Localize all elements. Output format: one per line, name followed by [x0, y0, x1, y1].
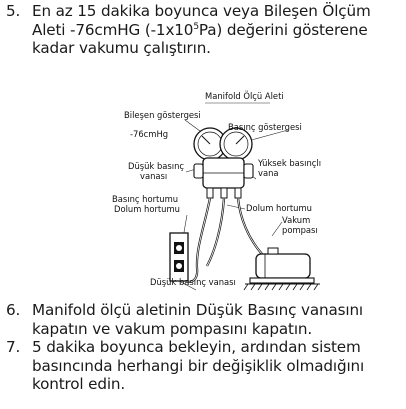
low-pressure-valve-label: Düşük basınç: [128, 161, 184, 171]
step-5: [6, 2, 402, 58]
pressure-gauge-label: Basınç göstergesi: [228, 122, 302, 132]
step-text-part: Pa) değerini gösterene kadar vakumu çalıştırın.: [32, 20, 368, 57]
vacuum-pump-label: Vakum: [282, 215, 311, 225]
step-text: 5 dakika boyunca bekleyin, ardından sistem basıncında herhangi bir değişiklik olmadığını kontrol edin.: [32, 338, 365, 393]
superscript-exponent: 5: [193, 21, 199, 32]
pressure-hose-label: Basınç hortumu: [112, 194, 179, 204]
vacuum-pump-label-2: pompası: [282, 225, 318, 235]
step-text-part: En az 15 dakika boyunca veya Bileşen Ölçüm Aleti -76cmHG (-1x10: [32, 2, 371, 39]
step-number: 7.: [6, 338, 21, 356]
step-number: 5.: [6, 2, 21, 20]
manifold-gauge-title: Manifold Ölçü Aleti: [205, 91, 284, 101]
high-pressure-valve-label-2: vana: [258, 168, 279, 178]
low-pressure-valve-bottom-label: Düşük basınç vanası: [150, 277, 236, 287]
compound-gauge-label: Bileşen göstergesi: [124, 110, 201, 120]
step-text: Manifold ölçü aletinin Düşük Basınç vanasını kapatın ve vakum pompasını kapatın.: [32, 301, 363, 338]
charge-hose-label-left: Dolum hortumu: [114, 204, 180, 214]
high-pressure-valve-label: Yüksek basınçlı: [258, 158, 322, 168]
low-pressure-valve-label-2: vanası: [140, 171, 168, 181]
step-6: [6, 301, 402, 338]
step-text: [32, 2, 402, 58]
step-number: 6.: [6, 301, 21, 319]
charge-hose-label-right: Dolum hortumu: [246, 203, 312, 213]
vacuum-reading-label: -76cmHg: [130, 129, 169, 139]
manifold-gauge-diagram: [0, 78, 406, 296]
step-7: [6, 338, 402, 394]
manifold-diagram-drawing: [0, 78, 406, 296]
